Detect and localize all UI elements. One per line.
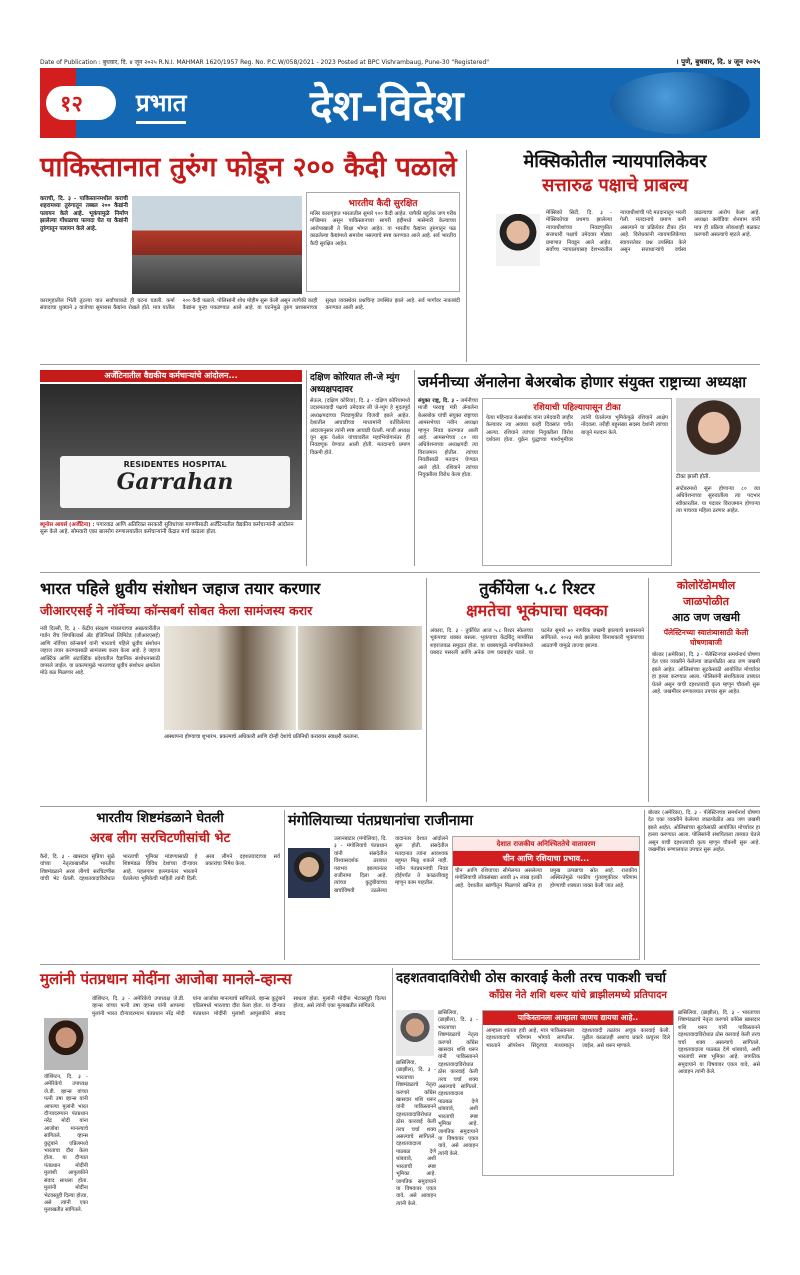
ship-body: नवी दिल्ली, दि. ३ - केंद्रीय संरक्षण मंत्रालयाच्या अखत्यारीतील गार्डन रीच शिपबिल्डर्स अँड इंजिनियर्स लिमिटेड (जीआरएसई) आणि नॉर्वेच्या कॉन्सबर्ग यांनी भारताचे पहिले ध्रुवीय संशोधन जहाज तयार करण्यासाठी सामंजस्य करार केला आहे. हे जहाज आर्क्टिक आणि अंटार्क्टिक प्रदेशातील वैज्ञानिक संशोधनासाठी वापरले जाईल. या प्रकल्पामुळे भारताच्या ध्रुवीय संशोधन क्षमतेला मोठे बळ मिळणार आहे.: [40, 626, 160, 677]
tharoor-headline: दहशतवादाविरोधी ठोस कारवाई केली तरच पाकशी चर्चा: [396, 970, 667, 986]
pak-box-body: मलिर कारागृहात भारतातील सुमारे १०० कैदी आहेत. यापैकी बहुतेक जण गरीब मच्छिमार असून पाकिस्तानच्या सागरी हद्दीमध्ये मासेमारी केल्याच्या आरोपाखाली ते शिक्षा भोगत आहेत. या भारतीय कैद्यांना तुरुंगातून पळ काढलेल्या कैद्यांमध्ये समावेश नसल्याचे स्पष्ट करण्यात आले आहे. सर्व भारतीय कैदी सुरक्षित आहेत.: [310, 211, 456, 247]
mex-body: मेक्सिको सिटी, दि. ३ - मेक्सिकोच्या प्रथमच झालेल्या न्यायाधीशांच्या निवडणुकीत सत्ताधारी पक्षाचे उमेदवार मोठ्या प्रमाणात निवडून आले आहेत. सर्वोच्च न्यायालयासह देशभरातील न्यायाधीशांची पदे मतदानातून भरली गेली. मतदानाचे प्रमाण कमी असल्याने या प्रक्रियेवर टीका होत आहे. विरोधकांनी न्यायपालिकेच्या स्वायत्ततेवर प्रश्न उपस्थित केले असून सत्ताधाऱ्यांचे वर्चस्व वाढल्याचा आरोप केला आहे. अध्यक्षा क्लॉडिया शेनबाम यांनी मात्र ही प्रक्रिया लोकशाही बळकट करणारी असल्याचे म्हटले आहे.: [546, 210, 760, 254]
tharoor-subheadline: काँग्रेस नेते शशि थरूर यांचे ब्राझीलमध्ये प्रतिपादन: [489, 990, 667, 1001]
tharoor-body-right: ब्रासिलिया, (ब्राझील), दि. ३ - भारताच्या शिष्टमंडळाचे नेतृत्व करणारे काँग्रेस खासदार शशि थरूर यांनी पाकिस्तानने दहशतवादाविरोधात ठोस कारवाई केली तरच चर्चा शक्य असल्याचे सांगितले. दहशतवादाला पाठबळ देणे थांबवावे, अशी भारताची स्पष्ट भूमिका आहे. जागतिक समुदायाने या विषयावर एकत्र यावे, असे आवाहन त्यांनी केले.: [678, 1010, 760, 1076]
turkey-headline-2: क्षमतेचा भूकंपाचा धक्का: [466, 601, 608, 620]
arab-headline-1: भारतीय शिष्टमंडळाने घेतली: [96, 811, 224, 826]
pak-body: कारागृहातील भिंती तुटल्या यात सर्वांच्याकडे ही घटना घडली. कर्मा संवादाचा धुक्याने ३ वाजेच्या सुमारास कैद्यांना रोखले होते. मात्र यातील २०० कैदी पळाले. पोलिसांनी शोध मोहीम सुरू केली असून त्यापैकी काही कैद्यांना पुन्हा पकडण्यात आले आहे. या घटनेमुळे तुरुंग प्रशासनाच्या सुरक्षा व्यवस्थेवर प्रश्नचिन्ह उपस्थित झाले आहे. सर्व मार्गांवर नाकाबंदी करण्यात आली आहे.: [40, 298, 460, 312]
arab-headline-2: अरब लीग सरचिटणीसांची भेट: [89, 831, 231, 846]
tharoor-body-side: ब्रासिलिया, (ब्राझील), दि. ३ - भारताच्या शिष्टमंडळाचे नेतृत्व करणारे काँग्रेस खासदार शशि थरूर यांनी पाकिस्तानने दहशतवादाविरोधात ठोस कारवाई केली तरच चर्चा शक्य असल्याचे सांगितले. दहशतवादाला पाठबळ देणे थांबवावे, अशी भारताची स्पष्ट भूमिका आहे. जागतिक समुदायाने या विषयावर एकत्र यावे, असे आवाहन त्यांनी केले.: [438, 1010, 478, 1157]
publication-info: Date of Publication : बुधवार, दि. ४ जून २०२५ R.N.I. MAHMAR 1620/1957 Reg. No. P.C.W/058/2021 - 2023 Posted at BPC Vishrambaug, Pune-30 "Registered": [40, 59, 490, 66]
tharoor-body: ब्रासिलिया, (ब्राझील), दि. ३ - भारताच्या शिष्टमंडळाचे नेतृत्व करणारे काँग्रेस खासदार शशि थरूर यांनी पाकिस्तानने दहशतवादाविरोधात ठोस कारवाई केली तरच चर्चा शक्य असल्याचे सांगितले. दहशतवादाला पाठबळ देणे थांबवावे, अशी भारताची स्पष्ट भूमिका आहे. जागतिक समुदायाने या विषयावर एकत्र यावे, असे आवाहन त्यांनी केले.: [396, 1060, 436, 1207]
korea-headline: दक्षिण कोरियात ली-जे म्युंग अध्यक्षपदावर: [310, 373, 400, 395]
arg-sign-line1: RESIDENTES HOSPITAL: [123, 460, 227, 469]
page-number: १२: [46, 86, 116, 120]
arab-body: कैरो, दि. ३ - खासदार सुप्रिया सुळे यांच्या नेतृत्वाखालील भारतीय शिष्टमंडळाने अरब लीगचे सरचिटणीस यांची भेट घेतली. दहशतवादाविरोधात भारताची भूमिका मांडण्यासाठी हे शिष्टमंडळ विविध देशांच्या दौऱ्यावर आहे. पहलगाम हल्ल्यानंतर भारताने घेतलेल्या भूमिकेची माहिती त्यांनी दिली. अरब लीगने दहशतवादाच्या सर्व प्रकारांचा निषेध केला.: [40, 854, 280, 883]
ship-subheadline: जीआरएसई ने नॉर्वेच्या कॉन्सबर्ग सोबत केला सामंजस्य करार: [40, 603, 313, 618]
arg-sign-line2: Garrahan: [116, 469, 234, 495]
vance-portrait-photo: [44, 1018, 88, 1070]
arg-caption-body: पगारवाढ आणि अतिरिक्त सरकारी सुविधांच्या मागणीसाठी अर्जेंटिनातील वैद्यकीय कर्मचाऱ्यांनी आंदोलन सुरू केले आहे. सोमवारी एका बालरोग रुग्णालयातील कर्मचाऱ्यांनी केंद्रात मार्च काढला होता.: [40, 522, 294, 536]
tharoor-info-box: [482, 1010, 674, 1176]
colorado-body-cont: बोल्डर (अमेरिका), दि. ३ - पॅलेस्टिनच्या समर्थनार्थ घोषणा देत एका व्यक्तीने केलेल्या जाळपोळीत आठ जण जखमी झाले आहेत. ओलिसांच्या सुटकेसाठी आयोजित मोर्च्यावर हा हल्ला करण्यात आला. पोलिसांनी संशयिताला ताब्यात घेतले असून याची दहशतवादी कृत्य म्हणून चौकशी सुरू आहे. जखमींवर रुग्णालयात उपचार सुरू आहेत.: [648, 810, 760, 854]
germany-side-body: सप्टेंबरमध्ये सुरू होणाऱ्या ८० व्या अधिवेशनाच्या सुरुवातीला त्या पदभार स्वीकारतील. या पदावर विराजमान होणाऱ्या त्या पाचव्या महिला ठरणार आहेत.: [676, 486, 760, 515]
germany-headline: जर्मनीच्या ॲनालेना बेअरबोक होणार संयुक्त राष्ट्राच्या अध्यक्षा: [418, 373, 747, 391]
ship-headline: भारत पहिले ध्रुवीय संशोधन जहाज तयार करणार: [40, 579, 321, 598]
mongolia-info-box: [452, 836, 640, 960]
vance-body-col1: वॉशिंग्टन, दि. ३ - अमेरिकेचे उपाध्यक्ष जे.डी. व्हान्स यांच्या पत्नी उषा व्हान्स यांनी आपल्या मुलांनी भारत दौऱ्यादरम्यान पंतप्रधान नरेंद्र मोदी यांना आजोबा मानल्याचे सांगितले. व्हान्स कुटुंबाने एप्रिलमध्ये भारताचा दौरा केला होता. या दौऱ्यात पंतप्रधान मोदींनी मुलांशी आपुलकीने संवाद साधला होता. मुलांनी मोदींना भेटवस्तूही दिल्या होत्या, असे त्यांनी एका मुलाखतीत सांगितले.: [44, 1074, 88, 1214]
korea-body: सेऊल, (दक्षिण कोरिया), दि. ३ - दक्षिण कोरियामध्ये उदारमतवादी पक्षाचे उमेदवार ली जे-म्युंग हे मुदतपूर्व अध्यक्षपदाच्या निवडणुकीत विजयी झाले आहेत. देशातील आघाडीच्या माध्यमांनी वर्तविलेल्या अंदाजानुसार त्यांनी स्पष्ट आघाडी घेतली. माजी अध्यक्ष यून सुक येओल यांच्यावरील महाभियोगानंतर ही निवडणूक घेण्यात आली होती. मतदानाचे प्रमाण विक्रमी होते.: [310, 398, 410, 456]
germany-dateline: संयुक्त राष्ट्र, दि. ३ -: [418, 398, 459, 404]
mongolia-body: उलानबाटार (मंगोलिया), दि. ३ - मंगोलियाचे पंतप्रधान यांनी संसदेतील विश्वासदर्शक ठरावात पराभव झाल्यानंतर राजीनामा दिला आहे. त्यांच्या कुटुंबीयांच्या खर्चाविषयी उठलेल्या वादानंतर देशात आंदोलने सुरू होती. संसदेतील मतदानात त्यांना आवश्यक बहुमत मिळू शकले नाही. नवीन पंतप्रधानांची निवड होईपर्यंत ते काळजीवाहू म्हणून काम पाहतील.: [334, 836, 448, 894]
pak-headline: पाकिस्तानात तुरुंग फोडून २०० कैदी पळाले: [40, 152, 457, 183]
globe-icon: [610, 72, 750, 134]
tharoor-box-body: आम्हाला शांतता हवी आहे, मात्र पाकिस्तानला दहशतवादाचे परिणाम भोगावे लागतील. भारताने ऑपरेशन सिंदूरच्या माध्यमातून दहशतवादी तळांवर अचूक कारवाई केली. पुढील काळातही अशाच प्रकारे प्रत्युत्तर दिले जाईल, असे थरूर म्हणाले.: [486, 1028, 670, 1049]
germany-info-box: [482, 398, 672, 566]
pak-prison-photo: [132, 196, 302, 294]
pak-box-title: भारतीय कैदी सुरक्षित: [348, 199, 418, 209]
ship-mou-photo-1: [164, 626, 296, 730]
germany-box-title: रशियाची पहिल्यापासून टीका: [533, 403, 621, 413]
mongolia-box-body: चीन आणि रशियाच्या सीमेलगत असलेल्या मंगोलियाची लोकसंख्या अवघी ३५ लाख इतकी आहे. देशातील खाणीतून मिळणारे खनिज हा प्रमुख उत्पन्नाचा स्रोत आहे. राजकीय अस्थिरतेमुळे परकीय गुंतवणुकीवर परिणाम होण्याची शक्यता व्यक्त केली जात आहे.: [455, 868, 637, 889]
germany-body: [418, 398, 478, 566]
germany-body-text: जर्मनीच्या माजी परराष्ट्र मंत्री ॲनालेना बेअरबोक यांची संयुक्त राष्ट्राच्या आमसभेच्या नवीन अध्यक्षा म्हणून निवड करण्यात आली आहे. आमसभेच्या ८० व्या अधिवेशनाच्या अध्यक्षपदी त्या विराजमान होतील. त्यांच्या निवडीसाठी मतदान घेण्यात आले होते. रशियाने त्यांच्या नियुक्तीला विरोध केला होता.: [418, 398, 478, 479]
arg-protest-photo: [40, 384, 302, 520]
mongolia-headline: मंगोलियाच्या पंतप्रधानांचा राजीनामा: [288, 812, 473, 829]
mex-headline-1: मेक्सिकोतील न्यायपालिकेवर: [523, 151, 707, 172]
mongolia-box-kicker: देशात राजकीय अनिश्चिततेचे वातावरण: [453, 837, 639, 851]
tharoor-box-title: पाकिस्तानला आम्हाला जाणच द्यायचा आहे..: [483, 1011, 673, 1025]
colorado-subheadline: पॅलेस्टिनच्या स्वातंत्र्यासाठी केली घोषणाबाजी: [663, 628, 749, 647]
turkey-headline-1: तुर्कीयेला ५.८ रिश्टर: [479, 579, 595, 598]
pak-info-box: [306, 192, 460, 292]
ship-mou-photo-2: [298, 626, 422, 730]
arg-caption-place: ब्यूनोस आयर्स (अर्जेंटिना) :: [40, 522, 95, 528]
mongolia-box-title: चीन आणि रशियाचा प्रभाव...: [453, 851, 639, 866]
colorado-headline-2: जाळपोळीत: [683, 595, 729, 608]
arg-caption: [40, 522, 302, 566]
germany-portrait-photo: [676, 398, 760, 472]
ship-caption: आस्थापना होण्याचा शुभारंभ. प्रकल्पाचे अधिकारी आणि दोन्ही देशांचे प्रतिनिधी करारावर स्वाक्षरी करताना.: [164, 734, 360, 740]
tharoor-portrait-photo: [396, 1010, 434, 1056]
colorado-body: बोल्डर (अमेरिका), दि. ३ - पॅलेस्टिनच्या समर्थनार्थ घोषणा देत एका व्यक्तीने केलेल्या जाळपोळीत आठ जण जखमी झाले आहेत. ओलिसांच्या सुटकेसाठी आयोजित मोर्च्यावर हा हल्ला करण्यात आला. पोलिसांनी संशयिताला ताब्यात घेतले असून याची दहशतवादी कृत्य म्हणून चौकशी सुरू आहे. जखमींवर रुग्णालयात उपचार सुरू आहेत.: [652, 652, 760, 696]
city-date: । पुणे, बुधवार, दि. ४ जून २०२५: [676, 58, 760, 66]
mex-headline-2: सत्तारुढ पक्षाचे प्राबल्य: [542, 175, 688, 196]
arg-banner: अर्जेंटिनातील वैद्यकीय कर्मचाऱ्यांचे आंदोलन...: [40, 370, 302, 382]
colorado-headline-1: कोलोरॅडोमधील: [676, 579, 736, 592]
pak-lede: कराची, दि. ३ - पाकिस्तानमधील कराची शहरामध्या तुरुंगातून तब्बल २०० कैद्यांनी पलायन केले आहे. भूकंपामुळे निर्माण झालेल्या गोंधळाचा फायदा घेत या कैद्यांनी तुरुंगातून पलायन केले आहे.: [40, 196, 128, 232]
publication-line: [40, 58, 760, 66]
colorado-headline-3: आठ जण जखमी: [672, 611, 740, 624]
turkey-body: अंकारा, दि. ३ - तुर्कीयेत आज ५.८ रिश्टर स्केलच्या भूकंपाचा धक्का बसला. भूकंपाचा केंद्रबिंदू मार्मारिस शहराजवळ समुद्रात होता. या धक्क्यामुळे नागरिकांमध्ये घबराट पसरली आणि अनेक जण घराबाहेर पडले. या घटनेत सुमारे ७० नागरिक जखमी झाल्याचे प्रशासनाने सांगितले. २०२३ मध्ये झालेल्या विनाशकारी भूकंपाच्या आठवणी यामुळे ताज्या झाल्या.: [430, 628, 644, 657]
vance-headline: मुलांनी पंतप्रधान मोदींना आजोबा मानले-व्हान्स: [40, 970, 292, 988]
brand-logo: प्रभात: [136, 86, 186, 124]
vance-body: वॉशिंग्टन, दि. ३ - अमेरिकेचे उपाध्यक्ष जे.डी. व्हान्स यांच्या पत्नी उषा व्हान्स यांनी आपल्या मुलांनी भारत दौऱ्यादरम्यान पंतप्रधान नरेंद्र मोदी यांना आजोबा मानल्याचे सांगितले. व्हान्स कुटुंबाने एप्रिलमध्ये भारताचा दौरा केला होता. या दौऱ्यात पंतप्रधान मोदींनी मुलांशी आपुलकीने संवाद साधला होता. मुलांनी मोदींना भेटवस्तूही दिल्या होत्या, असे त्यांनी एका मुलाखतीत सांगितले.: [92, 996, 386, 1017]
mex-portrait-photo: [496, 214, 540, 266]
mongolia-portrait-photo: [288, 848, 330, 898]
germany-box-body: येत्या महिन्यात बेअरबोक यांना उमेदवारी जाहीर केल्यावर त्या अवघ्या काही दिवसांत चर्चेत आल्या. रशियाने त्यांच्या नियुक्तीला विरोध दर्शवला होता. युक्रेन युद्धाच्या पार्श्वभूमीवर त्यांनी घेतलेल्या भूमिकेमुळे रशियाने आक्षेप नोंदवला. तरीही बहुसंख्य सदस्य देशांनी त्यांच्या बाजूने मतदान केले.: [486, 415, 668, 444]
section-title: देश-विदेश: [310, 81, 464, 130]
masthead: [40, 68, 760, 138]
germany-photo-caption: टीका झाली होती.: [676, 474, 711, 480]
